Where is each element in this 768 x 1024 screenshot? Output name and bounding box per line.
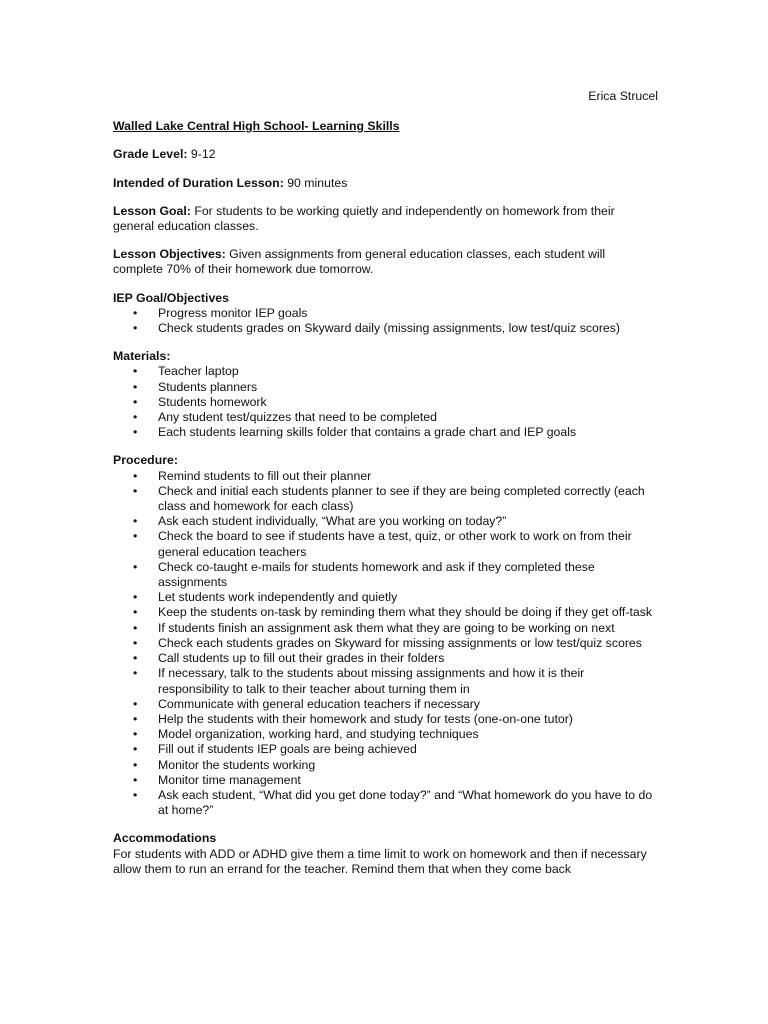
- iep-heading: IEP Goal/Objectives: [113, 290, 229, 305]
- list-item: [113, 727, 658, 742]
- list-item-text: Check students grades on Skyward daily (missing assignments, low test/quiz scores): [158, 321, 621, 336]
- document-title: Walled Lake Central High School- Learning Skills: [113, 119, 400, 134]
- bullet-icon: •: [133, 379, 138, 394]
- accommodations-text: For students with ADD or ADHD give them a time limit to work on homework and then if necessary allow them to run an errand for the teacher. Remind them that when they come back: [113, 846, 647, 876]
- author-name: Erica Strucel: [588, 89, 658, 103]
- bullet-icon: •: [133, 742, 138, 757]
- materials-list: [113, 364, 658, 440]
- list-item: [113, 758, 658, 773]
- list-item: [113, 773, 658, 788]
- bullet-icon: •: [133, 727, 138, 742]
- procedure-heading: Procedure:: [113, 453, 178, 468]
- list-item-text: Each students learning skills folder that contains a grade chart and IEP goals: [158, 425, 577, 440]
- list-item: [113, 306, 658, 321]
- list-item-text: Check the board to see if students have a test, quiz, or other work to work on from their general education teachers: [158, 529, 632, 559]
- list-item-text: Progress monitor IEP goals: [158, 305, 308, 320]
- list-item: [113, 605, 658, 620]
- list-item: [113, 410, 658, 425]
- bullet-icon: •: [133, 666, 138, 681]
- procedure-list: [113, 469, 658, 819]
- lesson-goal-label: Lesson Goal:: [113, 203, 191, 218]
- list-item-text: If students finish an assignment ask them what they are going to be working on next: [158, 620, 615, 635]
- list-item: [113, 484, 658, 514]
- lesson-goal: [113, 204, 658, 234]
- accommodations-heading: Accommodations: [113, 831, 217, 846]
- list-item: [113, 560, 658, 590]
- list-item: [113, 742, 658, 757]
- list-item: [113, 712, 658, 727]
- list-item-text: If necessary, talk to the students about missing assignments and how it is their responsibility to talk to their teacher about turning them in: [158, 666, 585, 696]
- lesson-goal-text: For students to be working quietly and independently on homework from their general education classes.: [113, 203, 615, 234]
- list-item: [113, 788, 658, 818]
- bullet-icon: •: [133, 620, 138, 635]
- list-item-text: Let students work independently and quietly: [158, 590, 398, 605]
- bullet-icon: •: [133, 364, 138, 379]
- list-item: [113, 651, 658, 666]
- bullet-icon: •: [133, 425, 138, 440]
- list-item: [113, 380, 658, 395]
- bullet-icon: •: [133, 410, 138, 425]
- bullet-icon: •: [133, 696, 138, 711]
- duration: [113, 176, 658, 191]
- list-item: [113, 666, 658, 696]
- list-item: [113, 514, 658, 529]
- list-item-text: Students planners: [158, 379, 258, 394]
- grade-level: [113, 147, 658, 162]
- list-item: [113, 395, 658, 410]
- bullet-icon: •: [133, 483, 138, 498]
- bullet-icon: •: [133, 321, 138, 336]
- list-item: [113, 321, 658, 336]
- bullet-icon: •: [133, 787, 138, 802]
- list-item-text: Communicate with general education teachers if necessary: [158, 696, 480, 711]
- document-content: [113, 89, 658, 877]
- list-item-text: Ask each student, “What did you get done today?” and “What homework do you have to do at home?”: [158, 787, 653, 818]
- grade-level-label: Grade Level:: [113, 147, 188, 162]
- lesson-objectives-text: Given assignments from general education classes, each student will complete 70% of their homework due tomorrow.: [113, 247, 606, 277]
- list-item-text: Check and initial each students planner to see if they are being completed correctly (each class and homework for each class): [158, 483, 645, 514]
- duration-value: 90 minutes: [283, 175, 348, 190]
- lesson-objectives: [113, 247, 658, 277]
- bullet-icon: •: [133, 529, 138, 544]
- list-item-text: Students homework: [158, 394, 267, 409]
- duration-label: Intended of Duration Lesson:: [113, 175, 284, 190]
- bullet-icon: •: [133, 305, 138, 320]
- bullet-icon: •: [133, 772, 138, 787]
- list-item-text: Check each students grades on Skyward for missing assignments or low test/quiz scores: [158, 635, 642, 650]
- bullet-icon: •: [133, 559, 138, 574]
- list-item: [113, 590, 658, 605]
- lesson-objectives-label: Lesson Objectives:: [113, 247, 226, 262]
- list-item-text: Monitor time management: [158, 772, 301, 787]
- list-item: [113, 529, 658, 559]
- list-item-text: Ask each student individually, “What are you working on today?”: [158, 514, 507, 529]
- list-item: [113, 636, 658, 651]
- list-item-text: Keep the students on-task by reminding them what they should be doing if they get off-task: [158, 605, 652, 620]
- list-item-text: Check co-taught e-mails for students homework and ask if they completed these assignments: [158, 559, 595, 590]
- list-item: [113, 697, 658, 712]
- list-item-text: Call students up to fill out their grades in their folders: [158, 651, 445, 666]
- list-item: [113, 425, 658, 440]
- list-item: [113, 469, 658, 484]
- list-item-text: Fill out if students IEP goals are being achieved: [158, 742, 417, 757]
- bullet-icon: •: [133, 590, 138, 605]
- bullet-icon: •: [133, 635, 138, 650]
- materials-heading: Materials:: [113, 349, 171, 364]
- grade-level-value: 9-12: [187, 147, 216, 162]
- bullet-icon: •: [133, 468, 138, 483]
- list-item: [113, 364, 658, 379]
- bullet-icon: •: [133, 394, 138, 409]
- list-item-text: Any student test/quizzes that need to be completed: [158, 410, 437, 425]
- list-item-text: Monitor the students working: [158, 757, 316, 772]
- list-item-text: Remind students to fill out their planner: [158, 468, 372, 483]
- list-item: [113, 621, 658, 636]
- bullet-icon: •: [133, 605, 138, 620]
- bullet-icon: •: [133, 757, 138, 772]
- bullet-icon: •: [133, 711, 138, 726]
- bullet-icon: •: [133, 514, 138, 529]
- list-item-text: Model organization, working hard, and studying techniques: [158, 727, 479, 742]
- list-item-text: Help the students with their homework and study for tests (one-on-one tutor): [158, 711, 573, 726]
- list-item-text: Teacher laptop: [158, 364, 239, 379]
- iep-list: [113, 306, 658, 336]
- bullet-icon: •: [133, 651, 138, 666]
